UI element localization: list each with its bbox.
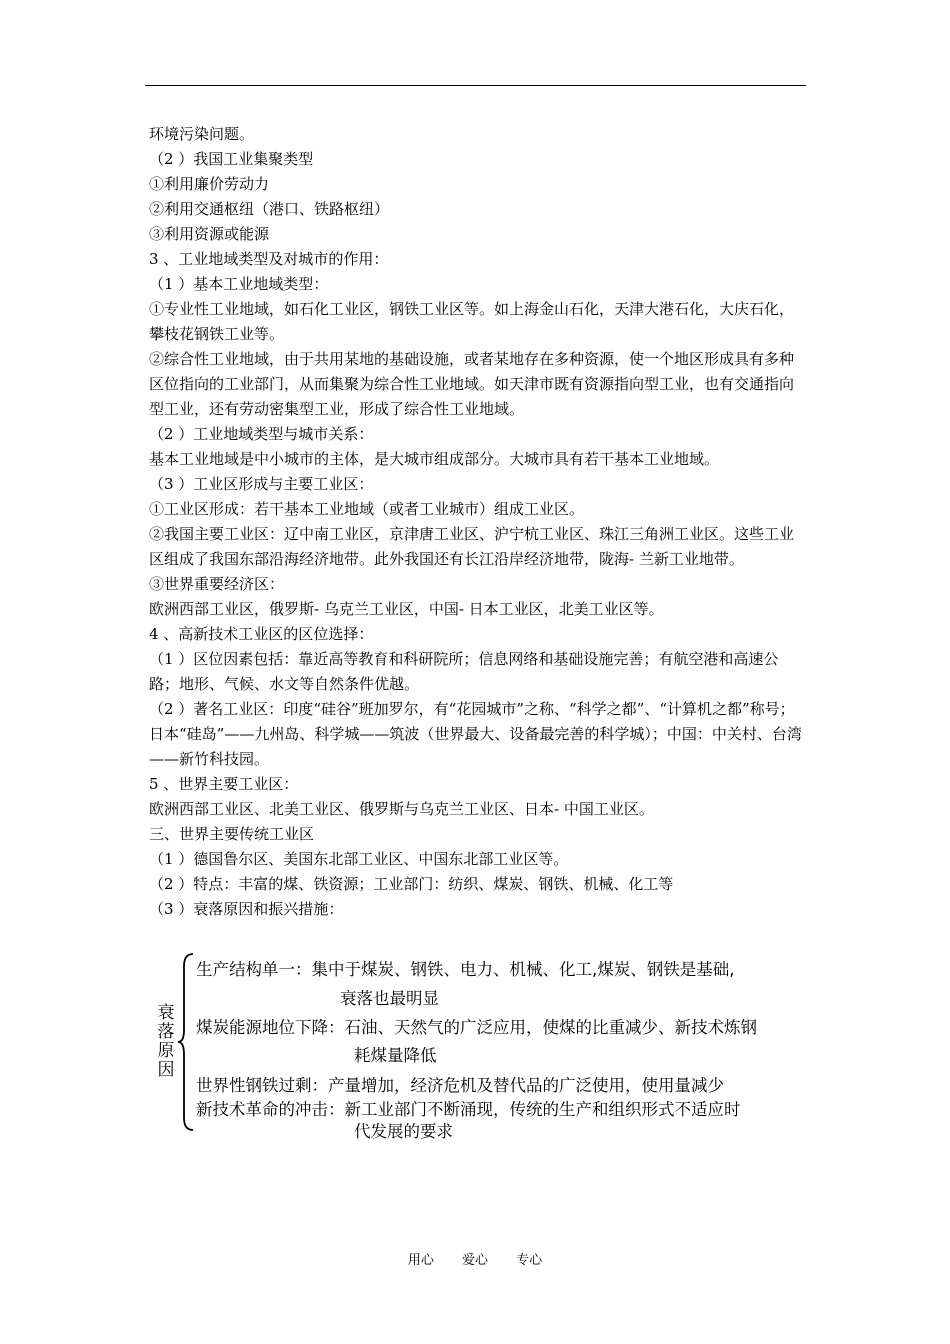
paragraph: （3 ）工业区形成与主要工业区： bbox=[149, 475, 374, 493]
paragraph: ①工业区形成：若干基本工业地域（或者工业城市）组成工业区。 bbox=[149, 500, 585, 518]
paragraph: 基本工业地域是中小城市的主体，是大城市组成部分。大城市具有若干基本工业地域。 bbox=[149, 450, 720, 468]
paragraph: 4 、高新技术工业区的区位选择： bbox=[149, 625, 374, 643]
paragraph: ①专业性工业地域，如石化工业区，钢铁工业区等。如上海金山石化，天津大港石化，大庆石化，攀枝花钢铁工业等。 bbox=[149, 300, 795, 343]
paragraph: ③世界重要经济区： bbox=[149, 575, 285, 593]
paragraph: 欧洲西部工业区、北美工业区、俄罗斯与乌克兰工业区、日本- 中国工业区。 bbox=[149, 800, 654, 818]
reason-line: 衰落也最明显 bbox=[340, 989, 439, 1008]
body-text bbox=[149, 122, 807, 922]
paragraph: 3 、工业地域类型及对城市的作用： bbox=[149, 250, 389, 268]
reason-line: 耗煤量降低 bbox=[354, 1046, 437, 1065]
paragraph: ①利用廉价劳动力 bbox=[149, 175, 270, 193]
reason-line: 煤炭能源地位下降：石油、天然气的广泛应用，使煤的比重减少、新技术炼钢 bbox=[196, 1018, 757, 1037]
paragraph: （1 ）基本工业地域类型： bbox=[149, 275, 329, 293]
page-footer bbox=[0, 1249, 950, 1268]
paragraph: （2 ）著名工业区：印度“硅谷”班加罗尔，有“花园城市”之称、“科学之都”、“计算机之都”称号；日本“硅岛”——九州岛、科学城——筑波（世界最大、设备最完善的科学城）；中国：中关村、台湾——新竹科技园。 bbox=[149, 700, 802, 768]
curly-brace-icon bbox=[176, 952, 196, 1132]
paragraph: ②我国主要工业区：辽中南工业区，京津唐工业区、沪宁杭工业区、珠江三角洲工业区。这些工业区组成了我国东部沿海经济地带。此外我国还有长江沿岸经济地带，陇海- 兰新工业地带。 bbox=[149, 525, 795, 568]
reason-line: 世界性钢铁过剩：产量增加，经济危机及替代品的广泛使用，使用量减少 bbox=[196, 1076, 724, 1095]
paragraph: ②综合性工业地域，由于共用某地的基础设施，或者某地存在多种资源，使一个地区形成具有多种区位指向的工业部门，从而集聚为综合性工业地域。如天津市既有资源指向型工业，也有交通指向型工业，还有劳动密集型工业，形成了综合性工业地域。 bbox=[149, 350, 795, 418]
paragraph: 欧洲西部工业区，俄罗斯- 乌克兰工业区，中国- 日本工业区，北美工业区等。 bbox=[149, 600, 664, 618]
reason-line: 生产结构单一：集中于煤炭、钢铁、电力、机械、化工,煤炭、钢铁是基础, bbox=[196, 960, 735, 979]
reason-line: 新技术革命的冲击：新工业部门不断涌现，传统的生产和组织形式不适应时 bbox=[196, 1100, 741, 1119]
paragraph: 5 、世界主要工业区： bbox=[149, 775, 299, 793]
reason-line: 代发展的要求 bbox=[354, 1122, 453, 1141]
paragraph: ②利用交通枢纽（港口、铁路枢纽） bbox=[149, 200, 390, 218]
paragraph: ③利用资源或能源 bbox=[149, 225, 270, 243]
footer-item: 爱心 bbox=[461, 1253, 488, 1268]
paragraph: （2 ）我国工业集聚类型 bbox=[149, 150, 314, 168]
paragraph: 三、世界主要传统工业区 bbox=[149, 825, 315, 843]
footer-item: 用心 bbox=[407, 1253, 434, 1268]
paragraph: 环境污染问题。 bbox=[149, 125, 255, 143]
paragraph: （1 ）德国鲁尔区、美国东北部工业区、中国东北部工业区等。 bbox=[149, 850, 569, 868]
footer-item: 专心 bbox=[516, 1253, 543, 1268]
decline-reasons-diagram bbox=[150, 952, 806, 1141]
paragraph: （3 ）衰落原因和振兴措施： bbox=[149, 900, 344, 918]
paragraph: （2 ）工业地域类型与城市关系： bbox=[149, 425, 374, 443]
paragraph: （1 ）区位因素包括：靠近高等教育和科研院所；信息网络和基础设施完善；有航空港和高速公路；地形、气候、水文等自然条件优越。 bbox=[149, 650, 779, 693]
diagram-side-label: 衰落原因 bbox=[157, 1003, 175, 1080]
paragraph: （2 ）特点：丰富的煤、铁资源；工业部门：纺织、煤炭、钢铁、机械、化工等 bbox=[149, 875, 674, 893]
header-rule bbox=[145, 85, 806, 86]
